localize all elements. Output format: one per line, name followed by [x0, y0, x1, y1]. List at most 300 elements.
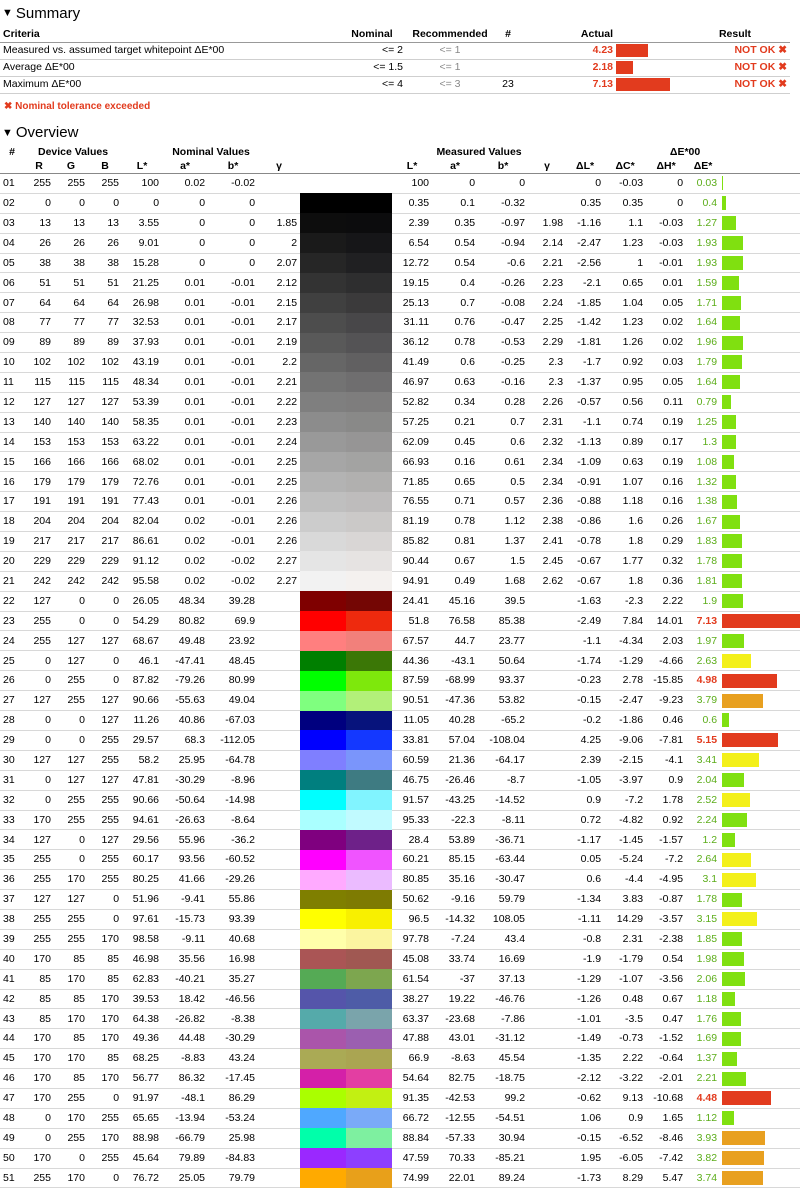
value-cell: 20 — [0, 551, 24, 571]
table-row — [0, 850, 800, 870]
value-cell: -9.16 — [432, 890, 478, 910]
value-cell: -2.49 — [566, 611, 604, 631]
value-cell: 1.5 — [478, 551, 528, 571]
value-cell: -26.46 — [432, 770, 478, 790]
summary-row — [0, 42, 790, 59]
value-cell: -0.01 — [208, 313, 258, 333]
value-cell: 77 — [54, 313, 88, 333]
measured-swatch — [346, 830, 392, 850]
col-head: γ — [258, 160, 300, 174]
value-cell: -0.86 — [566, 512, 604, 532]
value-cell: 242 — [88, 571, 122, 591]
value-cell: 0.16 — [646, 472, 686, 492]
value-cell: -30.29 — [208, 1029, 258, 1049]
table-row — [0, 213, 800, 233]
table-row — [0, 810, 800, 830]
de-cell: 3.79 — [686, 691, 720, 711]
value-cell: -0.01 — [208, 532, 258, 552]
value-cell: 0.01 — [162, 452, 208, 472]
de-bar — [722, 276, 739, 290]
de-cell: 1.3 — [686, 432, 720, 452]
de-bar — [722, 375, 740, 389]
measured-swatch — [346, 1168, 392, 1188]
value-cell — [258, 1108, 300, 1128]
value-cell: 0.48 — [604, 989, 646, 1009]
value-cell: 0 — [88, 1168, 122, 1188]
value-cell: 255 — [24, 870, 54, 890]
value-cell: 0.6 — [478, 432, 528, 452]
value-cell: 0.01 — [162, 293, 208, 313]
value-cell: 25.95 — [162, 750, 208, 770]
nominal-swatch — [300, 193, 346, 213]
value-cell: 0.16 — [432, 452, 478, 472]
value-cell: 0.67 — [646, 989, 686, 1009]
value-cell: 0 — [24, 1128, 54, 1148]
value-cell: 18 — [0, 512, 24, 532]
value-cell: 0 — [24, 1108, 54, 1128]
value-cell: 97.78 — [392, 929, 432, 949]
recommended-cell: <= 1 — [406, 42, 494, 59]
actual-cell: 7.13 — [522, 76, 616, 93]
de-bar-cell — [720, 174, 800, 194]
value-cell: 30.94 — [478, 1128, 528, 1148]
value-cell: -0.26 — [478, 273, 528, 293]
value-cell: 40 — [0, 949, 24, 969]
value-cell: 11.26 — [122, 711, 162, 731]
value-cell: 2.36 — [528, 492, 566, 512]
value-cell: 0.02 — [646, 313, 686, 333]
value-cell: -0.47 — [478, 313, 528, 333]
value-cell: 255 — [88, 870, 122, 890]
value-cell: -1.49 — [566, 1029, 604, 1049]
value-cell: -0.2 — [566, 711, 604, 731]
value-cell: 66.93 — [392, 452, 432, 472]
table-row — [0, 1168, 800, 1188]
table-row — [0, 691, 800, 711]
value-cell: 44.48 — [162, 1029, 208, 1049]
de-bar-cell — [720, 631, 800, 651]
value-cell: 04 — [0, 233, 24, 253]
value-cell: -85.21 — [478, 1148, 528, 1168]
value-cell: 0.45 — [432, 432, 478, 452]
value-cell: 50 — [0, 1148, 24, 1168]
hash-header: # — [494, 26, 522, 42]
value-cell: 2.23 — [258, 412, 300, 432]
value-cell: 0.78 — [432, 512, 478, 532]
value-cell: 0 — [88, 651, 122, 671]
nominal-swatch — [300, 293, 346, 313]
value-cell: -0.01 — [646, 253, 686, 273]
value-cell: 86.61 — [122, 532, 162, 552]
value-cell — [258, 830, 300, 850]
measured-swatch — [346, 551, 392, 571]
value-cell: 96.5 — [392, 909, 432, 929]
triangle-down-icon[interactable]: ▼ — [2, 7, 13, 19]
value-cell: -2.56 — [566, 253, 604, 273]
value-cell: 0.49 — [432, 571, 478, 591]
value-cell: 127 — [88, 392, 122, 412]
value-cell: 02 — [0, 193, 24, 213]
value-cell: 0.65 — [604, 273, 646, 293]
value-cell: 41.49 — [392, 353, 432, 373]
table-row — [0, 253, 800, 273]
value-cell: 2.24 — [528, 293, 566, 313]
value-cell: 0 — [54, 1148, 88, 1168]
value-cell: -1.05 — [566, 770, 604, 790]
value-cell — [258, 750, 300, 770]
value-cell: -1.79 — [604, 949, 646, 969]
value-cell: 0 — [54, 193, 88, 213]
value-cell: 0 — [162, 193, 208, 213]
value-cell: 255 — [88, 1148, 122, 1168]
de-bar — [722, 455, 734, 469]
value-cell: 127 — [54, 651, 88, 671]
de-cell: 3.1 — [686, 870, 720, 890]
value-cell: 170 — [88, 1029, 122, 1049]
value-cell: -0.01 — [208, 512, 258, 532]
value-cell: 87.59 — [392, 671, 432, 691]
value-cell: 64 — [24, 293, 54, 313]
col-head: ΔL* — [566, 160, 604, 174]
value-cell: 0.05 — [646, 293, 686, 313]
measured-swatch — [346, 571, 392, 591]
value-cell: 217 — [24, 532, 54, 552]
result-header: Result — [680, 26, 790, 42]
value-cell — [528, 850, 566, 870]
value-cell: -66.79 — [162, 1128, 208, 1148]
measured-swatch — [346, 850, 392, 870]
de-cell: 2.64 — [686, 850, 720, 870]
value-cell — [258, 770, 300, 790]
measured-swatch — [346, 810, 392, 830]
value-cell: 0.54 — [432, 233, 478, 253]
value-cell: -79.26 — [162, 671, 208, 691]
value-cell: 24.41 — [392, 591, 432, 611]
value-cell: 85 — [24, 1009, 54, 1029]
value-cell: 2.12 — [258, 273, 300, 293]
table-row — [0, 432, 800, 452]
value-cell: 45.16 — [432, 591, 478, 611]
value-cell: 66.72 — [392, 1108, 432, 1128]
value-cell: 12.72 — [392, 253, 432, 273]
value-cell: 15.28 — [122, 253, 162, 273]
measured-swatch — [346, 1108, 392, 1128]
value-cell: 4.25 — [566, 730, 604, 750]
value-cell: 0.35 — [432, 213, 478, 233]
value-cell: 166 — [54, 452, 88, 472]
de-bar-cell — [720, 273, 800, 293]
value-cell: 102 — [54, 353, 88, 373]
value-cell: 77 — [24, 313, 54, 333]
value-cell: 2.45 — [528, 551, 566, 571]
nominal-swatch — [300, 1029, 346, 1049]
value-cell: 57.25 — [392, 412, 432, 432]
nominal-swatch — [300, 651, 346, 671]
actual-cell: 4.23 — [522, 42, 616, 59]
value-cell: 23.92 — [208, 631, 258, 651]
value-cell: 88.84 — [392, 1128, 432, 1148]
table-row — [0, 412, 800, 432]
value-cell: 43.4 — [478, 929, 528, 949]
value-cell: 2.03 — [646, 631, 686, 651]
overview-column-row — [0, 160, 800, 174]
value-cell: 0.02 — [162, 551, 208, 571]
measured-swatch — [346, 293, 392, 313]
de-cell: 2.21 — [686, 1069, 720, 1089]
value-cell: -0.01 — [208, 472, 258, 492]
value-cell: 255 — [88, 730, 122, 750]
value-cell — [258, 631, 300, 651]
value-cell: 0.16 — [646, 492, 686, 512]
value-cell: -0.02 — [208, 551, 258, 571]
value-cell — [528, 1029, 566, 1049]
value-cell: 127 — [88, 830, 122, 850]
value-cell: 98.58 — [122, 929, 162, 949]
value-cell: 40.28 — [432, 711, 478, 731]
nominal-swatch — [300, 1168, 346, 1188]
de-bar — [722, 773, 744, 787]
summary-title: Summary — [16, 5, 80, 22]
nominal-swatch — [300, 870, 346, 890]
value-cell: 48 — [0, 1108, 24, 1128]
table-row — [0, 472, 800, 492]
measured-swatch — [346, 591, 392, 611]
measured-swatch — [346, 949, 392, 969]
table-row — [0, 273, 800, 293]
nominal-swatch — [300, 850, 346, 870]
value-cell: 24 — [0, 631, 24, 651]
value-cell: 255 — [24, 611, 54, 631]
value-cell: 76.72 — [122, 1168, 162, 1188]
value-cell: -4.66 — [646, 651, 686, 671]
value-cell: 127 — [24, 691, 54, 711]
value-cell: 89 — [88, 333, 122, 353]
measured-swatch — [346, 711, 392, 731]
summary-header[interactable] — [0, 0, 800, 26]
de-bar-cell — [720, 193, 800, 213]
de-cell: 2.04 — [686, 770, 720, 790]
nominal-swatch — [300, 353, 346, 373]
value-cell: -36.2 — [208, 830, 258, 850]
value-cell: 0.19 — [646, 412, 686, 432]
value-cell: -3.57 — [646, 909, 686, 929]
value-cell: 0.01 — [162, 472, 208, 492]
value-cell — [528, 1009, 566, 1029]
value-cell: 2.32 — [528, 432, 566, 452]
nominal-swatch — [300, 1009, 346, 1029]
col-head: L* — [392, 160, 432, 174]
value-cell: 0 — [54, 850, 88, 870]
triangle-down-icon[interactable]: ▼ — [2, 127, 13, 139]
measured-swatch — [346, 631, 392, 651]
value-cell: 81.19 — [392, 512, 432, 532]
de-bar-cell — [720, 233, 800, 253]
value-cell: 89 — [54, 333, 88, 353]
actual-bar-cell — [616, 59, 680, 76]
de-bar-cell — [720, 890, 800, 910]
value-cell — [258, 671, 300, 691]
value-cell: 0.71 — [432, 492, 478, 512]
value-cell: 170 — [24, 1069, 54, 1089]
value-cell: 25.98 — [208, 1128, 258, 1148]
de-bar-cell — [720, 293, 800, 313]
value-cell: 255 — [88, 1108, 122, 1128]
de-bar-cell — [720, 1009, 800, 1029]
nominal-cell: <= 4 — [338, 76, 406, 93]
value-cell: -4.4 — [604, 870, 646, 890]
value-cell: 95.58 — [122, 571, 162, 591]
value-cell: 28.4 — [392, 830, 432, 850]
value-cell: 25 — [0, 651, 24, 671]
value-cell: 170 — [88, 1069, 122, 1089]
result-cell: NOT OK ✖ — [680, 59, 790, 76]
value-cell — [258, 1029, 300, 1049]
value-cell: 0.02 — [646, 333, 686, 353]
value-cell: 242 — [24, 571, 54, 591]
table-row — [0, 830, 800, 850]
value-cell: -46.76 — [478, 989, 528, 1009]
value-cell: 37.13 — [478, 969, 528, 989]
value-cell: 35.27 — [208, 969, 258, 989]
value-cell — [528, 174, 566, 194]
criteria-cell: Measured vs. assumed target whitepoint ΔE*00 — [0, 42, 338, 59]
de-bar-cell — [720, 750, 800, 770]
value-cell: 2.23 — [528, 273, 566, 293]
value-cell: 80.99 — [208, 671, 258, 691]
de-bar-cell — [720, 1148, 800, 1168]
table-row — [0, 1128, 800, 1148]
value-cell: 255 — [54, 1088, 88, 1108]
value-cell — [258, 929, 300, 949]
de-bar-cell — [720, 213, 800, 233]
value-cell: 06 — [0, 273, 24, 293]
value-cell: 46.97 — [392, 372, 432, 392]
value-cell: 69.9 — [208, 611, 258, 631]
value-cell: -1.1 — [566, 631, 604, 651]
group-swatches — [300, 146, 392, 160]
value-cell: 31.11 — [392, 313, 432, 333]
value-cell: 0 — [24, 651, 54, 671]
value-cell — [258, 949, 300, 969]
de-bar — [722, 236, 743, 250]
value-cell: 93.56 — [162, 850, 208, 870]
value-cell: 2.39 — [392, 213, 432, 233]
value-cell: 14 — [0, 432, 24, 452]
de-cell: 1.78 — [686, 890, 720, 910]
value-cell: 60.17 — [122, 850, 162, 870]
value-cell: -1.85 — [566, 293, 604, 313]
value-cell — [528, 790, 566, 810]
value-cell: 100 — [392, 174, 432, 194]
value-cell: -14.52 — [478, 790, 528, 810]
value-cell: 166 — [88, 452, 122, 472]
value-cell: -3.97 — [604, 770, 646, 790]
value-cell: 26 — [0, 671, 24, 691]
measured-swatch — [346, 432, 392, 452]
value-cell — [528, 830, 566, 850]
criteria-cell: Maximum ΔE*00 — [0, 76, 338, 93]
de-bar-cell — [720, 730, 800, 750]
value-cell: -108.04 — [478, 730, 528, 750]
value-cell: 7.84 — [604, 611, 646, 631]
measured-swatch — [346, 790, 392, 810]
value-cell: 11 — [0, 372, 24, 392]
value-cell: 0 — [24, 730, 54, 750]
value-cell — [258, 1168, 300, 1188]
value-cell: 15 — [0, 452, 24, 472]
value-cell: -31.12 — [478, 1029, 528, 1049]
value-cell: -2.47 — [604, 691, 646, 711]
recommended-header: Recommended — [406, 26, 494, 42]
de-cell: 1.97 — [686, 631, 720, 651]
value-cell: -0.87 — [646, 890, 686, 910]
value-cell: 63.37 — [392, 1009, 432, 1029]
value-cell: 48.34 — [162, 591, 208, 611]
value-cell — [528, 711, 566, 731]
summary-section — [0, 0, 800, 120]
value-cell: -1.37 — [566, 372, 604, 392]
value-cell: 44 — [0, 1029, 24, 1049]
measured-swatch — [346, 651, 392, 671]
de-cell: 1.64 — [686, 372, 720, 392]
de-bar-cell — [720, 790, 800, 810]
value-cell: 0.36 — [646, 571, 686, 591]
de-bar-cell — [720, 333, 800, 353]
hash-cell: 23 — [494, 76, 522, 93]
value-cell: 0 — [88, 193, 122, 213]
value-cell: 50.64 — [478, 651, 528, 671]
value-cell: 255 — [54, 909, 88, 929]
overview-header[interactable] — [0, 120, 800, 146]
value-cell: 0 — [24, 711, 54, 731]
value-cell: 2.26 — [258, 512, 300, 532]
recommended-cell: <= 1 — [406, 59, 494, 76]
value-cell: -0.91 — [566, 472, 604, 492]
value-cell: 29.57 — [122, 730, 162, 750]
value-cell: -5.24 — [604, 850, 646, 870]
value-cell: 35 — [0, 850, 24, 870]
value-cell: -8.83 — [162, 1049, 208, 1069]
measured-swatch — [346, 372, 392, 392]
value-cell: 0.01 — [162, 333, 208, 353]
value-cell: 229 — [24, 551, 54, 571]
hash-cell — [494, 59, 522, 76]
value-cell: 2.14 — [528, 233, 566, 253]
value-cell: 26 — [88, 233, 122, 253]
value-cell: -2.47 — [566, 233, 604, 253]
value-cell: 127 — [54, 750, 88, 770]
value-cell — [258, 890, 300, 910]
value-cell: 53.82 — [478, 691, 528, 711]
value-cell: 179 — [24, 472, 54, 492]
value-cell: 90.66 — [122, 790, 162, 810]
value-cell: 85.15 — [432, 850, 478, 870]
de-bar — [722, 634, 744, 648]
table-row — [0, 193, 800, 213]
measured-swatch — [346, 1148, 392, 1168]
value-cell: 08 — [0, 313, 24, 333]
de-bar — [722, 435, 736, 449]
measured-swatch — [346, 174, 392, 194]
value-cell: 85 — [88, 1049, 122, 1069]
overview-table — [0, 146, 800, 1188]
value-cell: 0.01 — [162, 372, 208, 392]
value-cell: 2.34 — [528, 472, 566, 492]
value-cell: 57.04 — [432, 730, 478, 750]
value-cell: 0.56 — [604, 392, 646, 412]
tolerance-note: ✖ Nominal tolerance exceeded — [0, 94, 800, 120]
value-cell: -0.15 — [566, 1128, 604, 1148]
